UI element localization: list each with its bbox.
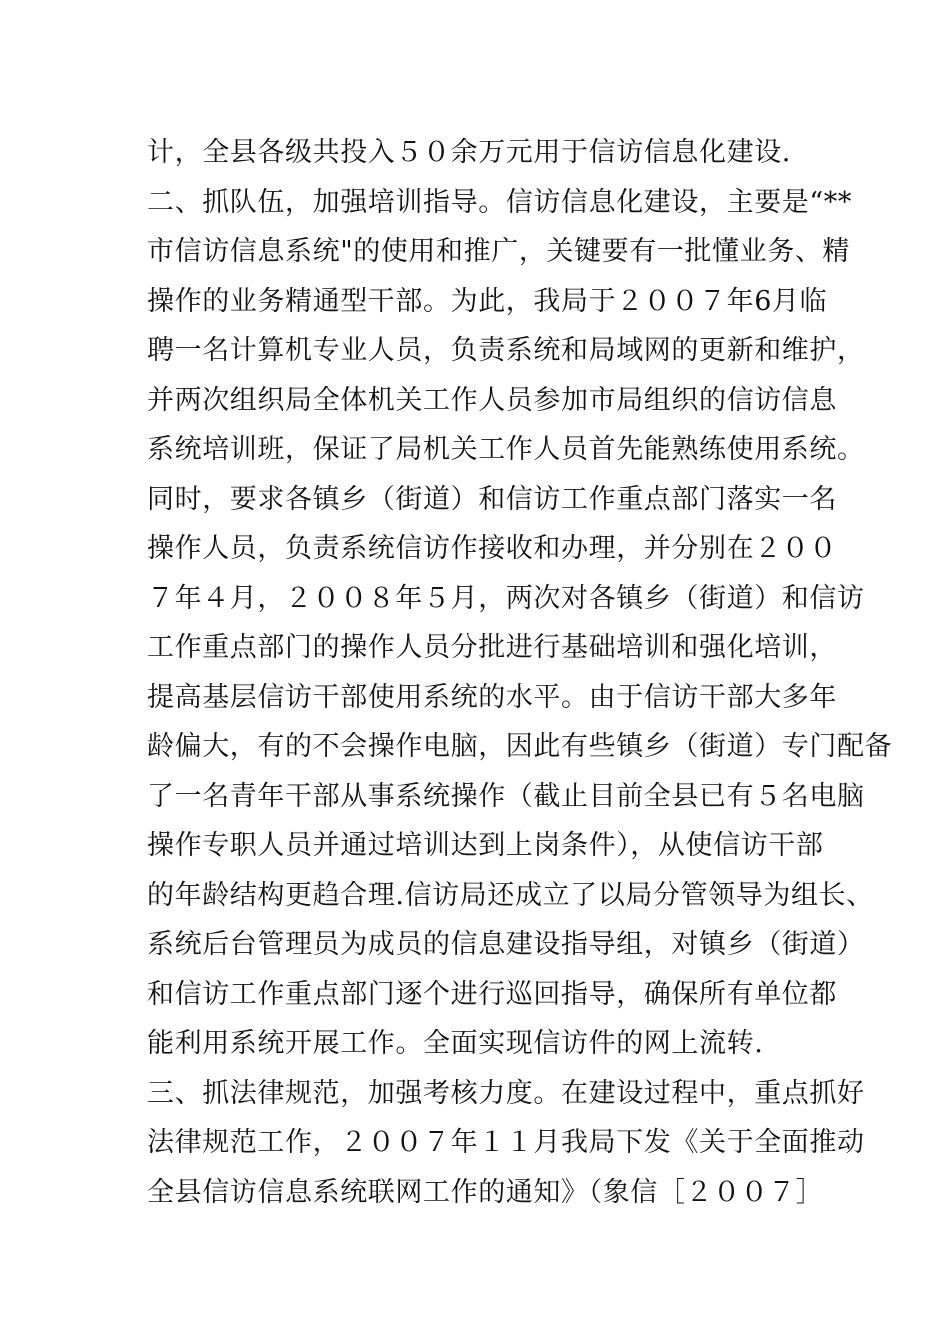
text-line: 提高基层信访干部使用系统的水平。由于信访干部大多年 [147,681,837,713]
text-line: 龄偏大，有的不会操作电脑，因此有些镇乡（街道）专门配备 [147,731,893,762]
text-line: 市信访信息系统"的使用和推广，关键要有一批懂业务、精 [147,236,851,267]
body-text [147,128,937,1217]
text-line: 二、抓队伍，加强培训指导。信访信息化建设，主要是“** [147,186,853,218]
text-line: 系统培训班，保证了局机关工作人员首先能熟练使用系统。 [147,434,865,465]
text-line: 能利用系统开展工作。全面实现信访件的网上流转. [147,1028,764,1059]
text-line: 计，全县各级共投入５０余万元用于信访信息化建设. [147,137,791,168]
text-line: 和信访工作重点部门逐个进行巡回指导，确保所有单位都 [147,978,837,1010]
text-line: 操作的业务精通型干部。为此，我局于２００７年6月临 [147,285,828,317]
text-line: 同时，要求各镇乡（街道）和信访工作重点部门落实一名 [147,483,837,515]
text-line: 操作人员，负责系统信访作接收和办理，并分别在２００ [147,533,837,564]
text-line: 的年龄结构更趋合理.信访局还成立了以局分管领导为组长、 [147,879,874,911]
text-line: 法律规范工作，２００７年１１月我局下发《关于全面推动 [147,1127,865,1158]
text-line: 三、抓法律规范，加强考核力度。在建设过程中，重点抓好 [147,1077,865,1109]
text-line: 了一名青年干部从事系统操作（截止目前全县已有５名电脑 [147,780,865,812]
text-line: 聘一名计算机专业人员，负责系统和局域网的更新和维护， [147,335,865,366]
text-line: 操作专职人员并通过培训达到上岗条件），从使信访干部 [147,830,824,861]
text-line: 全县信访信息系统联网工作的通知》（象信［２００７］ [147,1176,824,1208]
text-line: ７年４月，２００８年５月，两次对各镇乡（街道）和信访 [147,582,865,614]
text-line: 工作重点部门的操作人员分批进行基础培训和强化培训， [147,632,837,663]
text-line: 并两次组织局全体机关工作人员参加市局组织的信访信息 [147,384,837,416]
text-line: 系统后台管理员为成员的信息建设指导组，对镇乡（街道） [147,929,865,960]
